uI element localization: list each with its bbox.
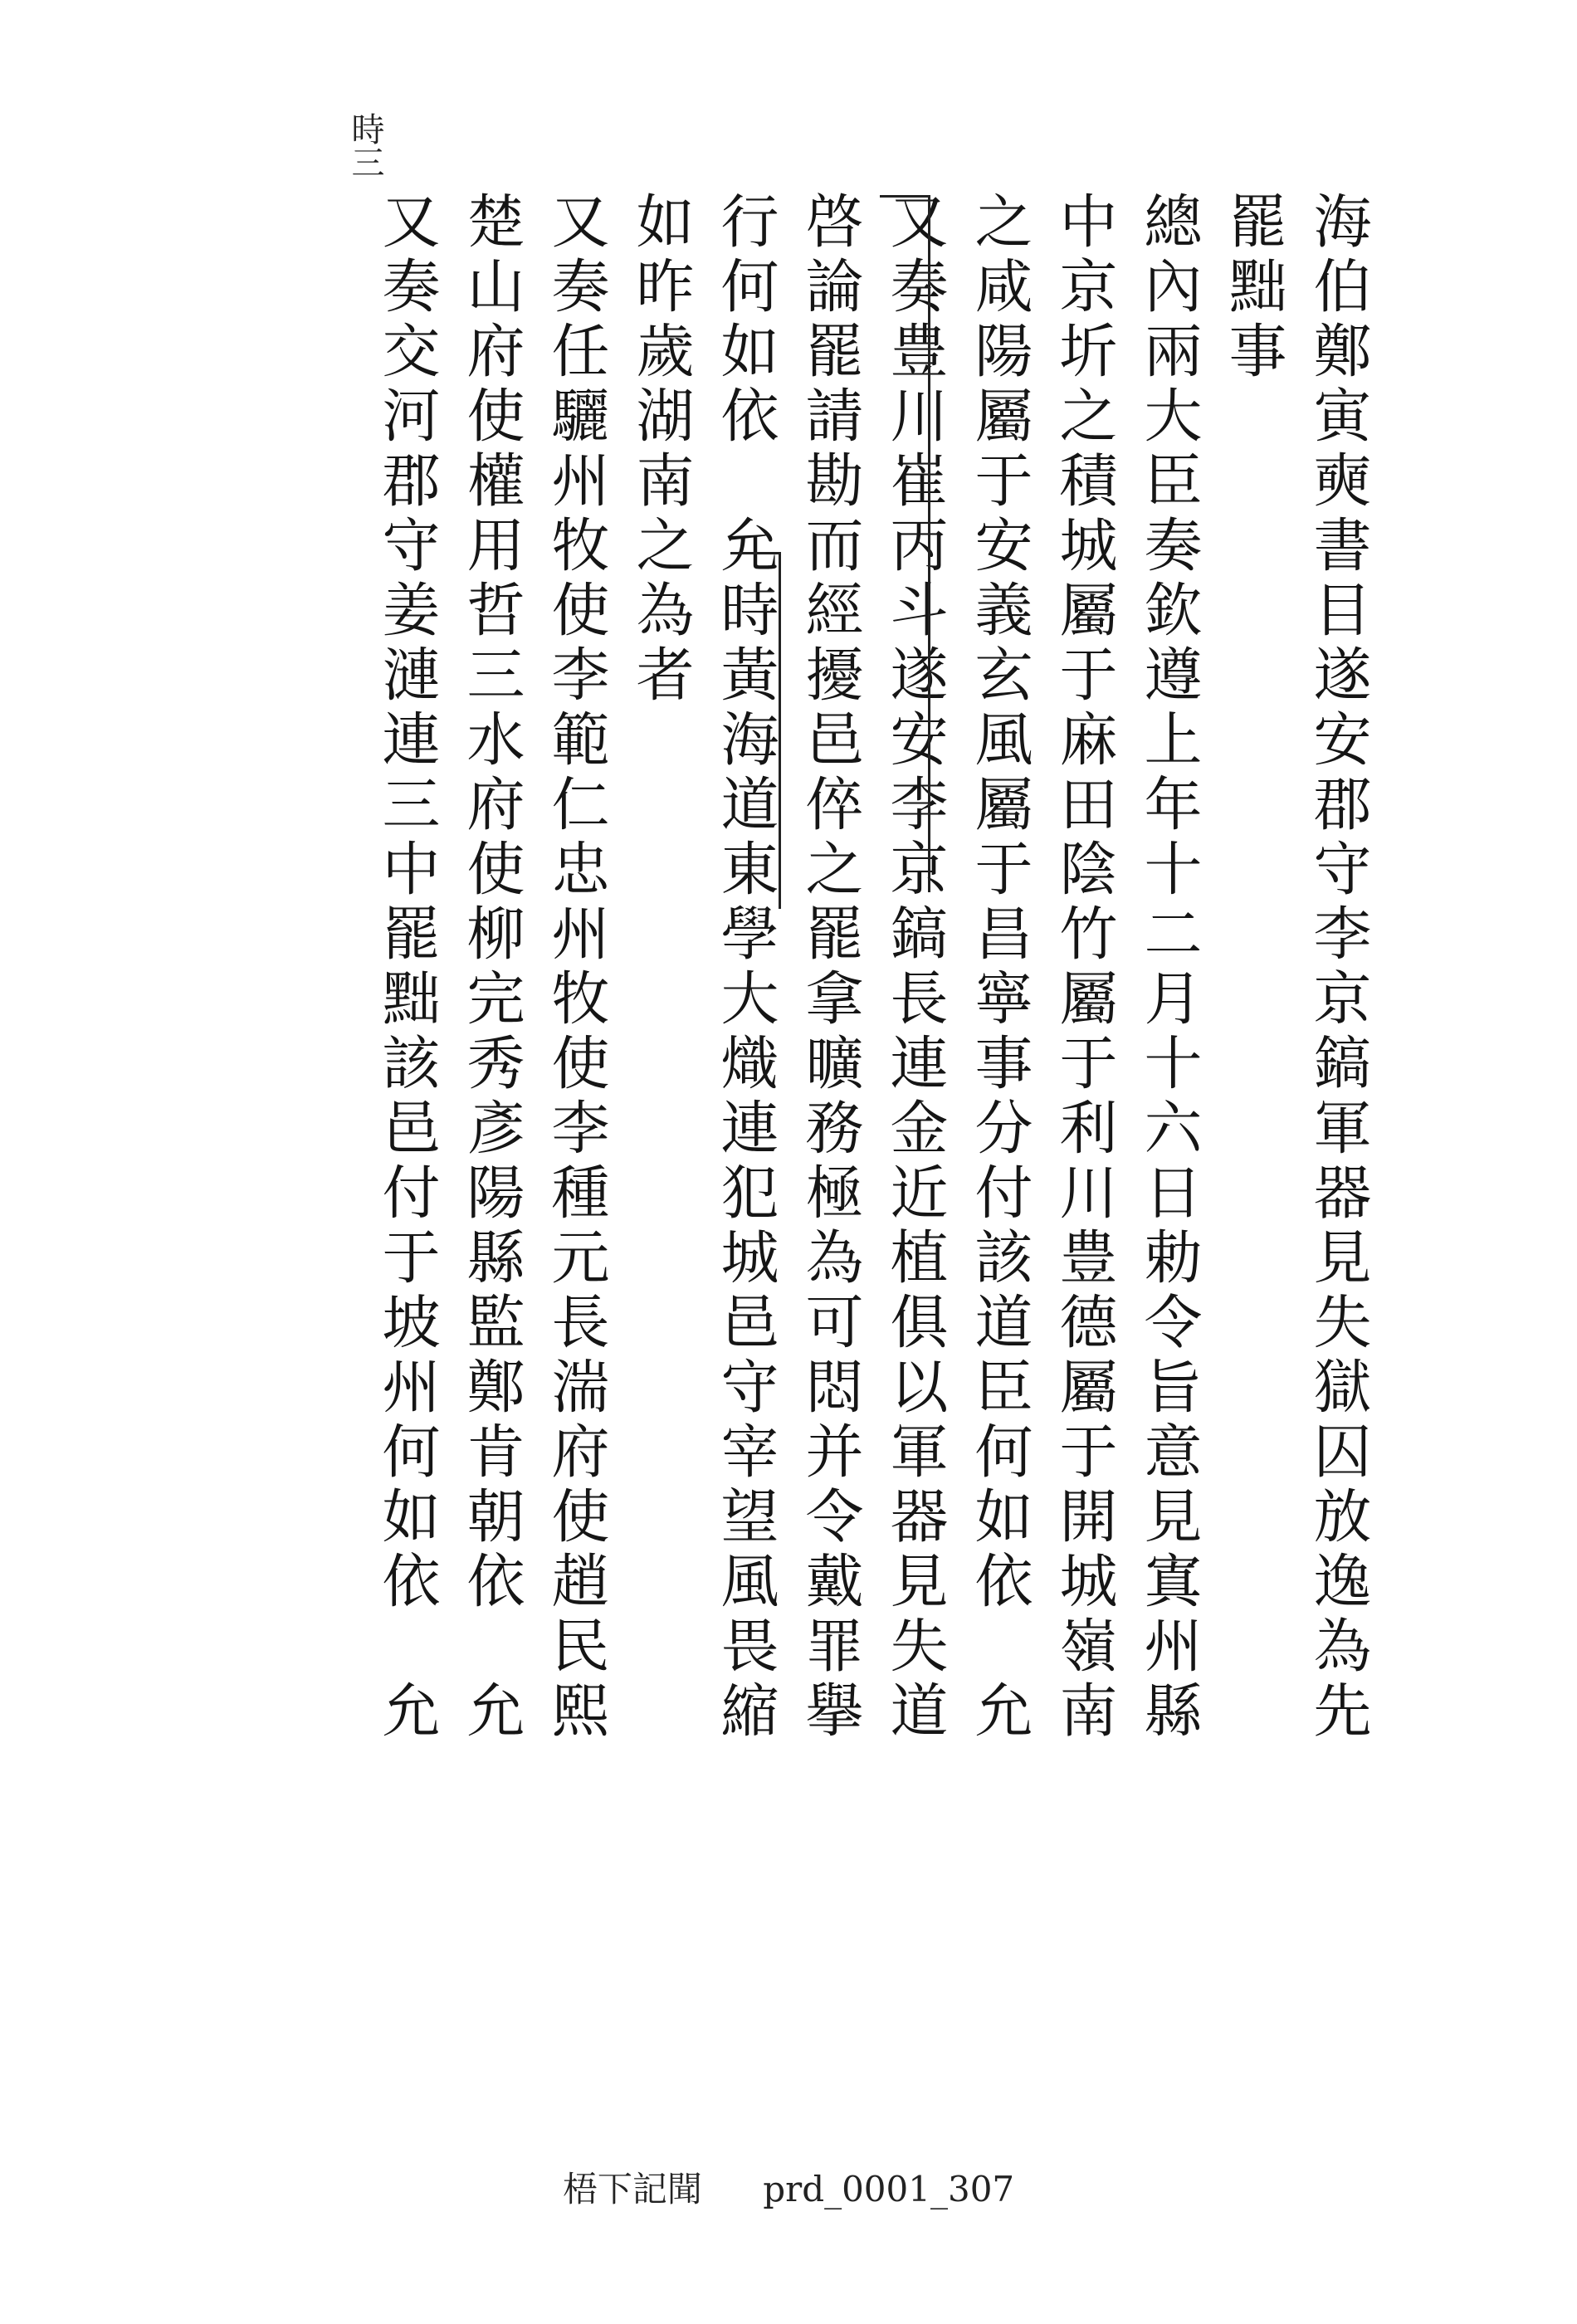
page-mark: 時三 bbox=[346, 112, 384, 178]
bracket-mark-lower-top bbox=[730, 552, 780, 554]
text-column-3: 總內兩大臣奏欽遵上年十二月十六日勅令旨意見寘州縣 bbox=[1135, 191, 1203, 1745]
text-column-6: 又奏豊川崔丙斗遂安李京鎬長連金近植俱以軍器見失道 bbox=[881, 191, 949, 1745]
text-column-7: 啓論罷請勘而經擾邑倅之罷拿曠務極為可悶并令戴罪擧 bbox=[796, 191, 864, 1745]
text-column-9: 如昨歲湖南之為者 bbox=[627, 191, 695, 709]
bracket-mark-top bbox=[880, 195, 930, 198]
text-column-10: 又奏任驪州牧使李範仁忠州牧使李種元長湍府使趙民熙 bbox=[542, 191, 610, 1745]
text-column-1: 海伯鄭寅奭書目遂安郡守李京鎬軍器見失獄囚放逸為先 bbox=[1304, 191, 1372, 1745]
page-footer bbox=[0, 2162, 1577, 2212]
bracket-mark-side bbox=[928, 195, 930, 892]
text-column-5: 之咸陽屬于安義玄風屬于昌寧事分付該道臣何如依 允 bbox=[965, 191, 1033, 1745]
text-column-4: 中京圻之積城屬于麻田陰竹屬于利川豊德屬于開城嶺南 bbox=[1050, 191, 1118, 1745]
bracket-mark-lower-side bbox=[779, 552, 781, 909]
text-column-8: 行何如依 允時黃海道東學大熾連犯城邑守宰望風畏縮 bbox=[711, 191, 779, 1745]
text-column-12: 又奏交河郡守姜漣連三中罷黜該邑付于坡州何如依 允 bbox=[373, 191, 441, 1745]
book-title: 梧下記聞 bbox=[562, 2169, 702, 2209]
text-column-2: 罷黜事 bbox=[1219, 191, 1287, 385]
text-column-11: 楚山府使權用哲三水府使柳完秀彥陽縣監鄭肯朝依 允 bbox=[457, 191, 525, 1745]
page-id: prd_0001_307 bbox=[763, 2169, 1015, 2209]
